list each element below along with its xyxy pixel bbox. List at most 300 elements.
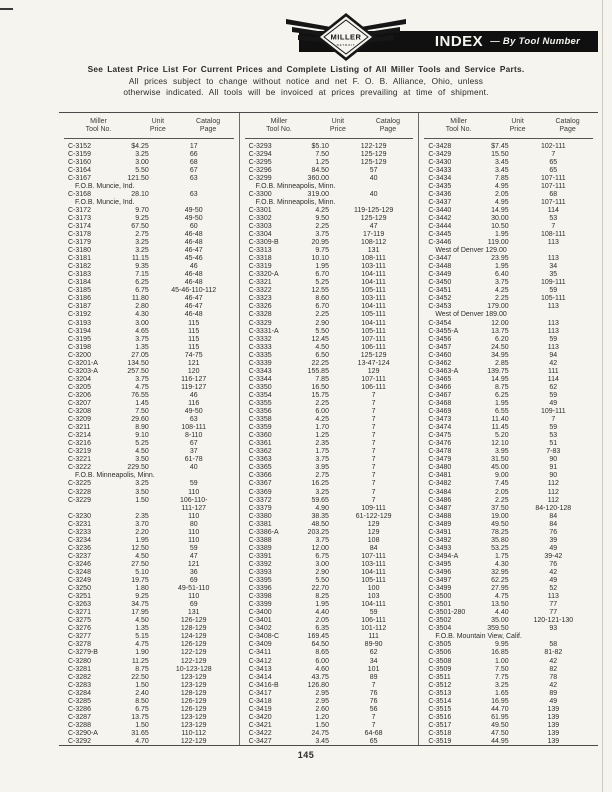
catalog-page-cell: 105-111: [361, 327, 386, 335]
table-row: [419, 239, 598, 247]
catalog-page-cell: 101: [367, 665, 380, 673]
unit-price-cell: 9.95: [495, 641, 509, 649]
tool-number-cell: C-3367: [248, 480, 272, 488]
tool-number-cell: C-3369: [248, 488, 272, 496]
tool-number-cell: C-3489: [428, 520, 452, 528]
catalog-page-cell: 84: [369, 544, 378, 552]
table-row: [419, 295, 598, 303]
unit-price-cell: 3.75: [135, 335, 149, 343]
unit-price-cell: 5.20: [495, 432, 509, 440]
catalog-page-cell: 49: [549, 697, 558, 705]
tool-number-cell: C-3486: [428, 496, 452, 504]
catalog-page-cell: 34: [549, 263, 558, 271]
table-column-2: [239, 113, 419, 745]
table-row: [419, 223, 598, 231]
catalog-page-cell: 7: [371, 456, 376, 464]
tool-number-cell: C-3396: [248, 585, 272, 593]
unit-price-cell: 2.75: [315, 472, 329, 480]
fob-note: F.O.B. Minneapolis, Minn.: [255, 198, 336, 206]
unit-price-cell: 11.40: [491, 416, 509, 424]
unit-price-cell: 1.95: [315, 601, 329, 609]
table-row: [59, 722, 239, 730]
catalog-page-cell: 46-47: [184, 295, 203, 303]
tool-number-cell: C-3499: [428, 585, 452, 593]
tool-number-cell: C-3183: [68, 271, 91, 279]
table-row: [59, 569, 239, 577]
table-row: [59, 247, 239, 255]
tool-number-cell: C-3433: [428, 166, 452, 174]
table-row: [240, 279, 419, 287]
header-catalog: Catalog: [555, 118, 580, 125]
tool-number-cell: C-3435: [428, 182, 452, 190]
table-row: [240, 311, 419, 319]
unit-price-cell: 8.75: [495, 383, 509, 391]
catalog-page-cell: 107-111: [361, 335, 386, 343]
unit-price-cell: $7.45: [491, 142, 509, 150]
tool-number-cell: C-3225: [68, 480, 91, 488]
page-number: 145: [297, 750, 315, 760]
tool-number-cell: C-3168: [68, 190, 91, 198]
table-row: [240, 529, 419, 537]
catalog-page-cell: 105-111: [540, 295, 566, 303]
table-row: [240, 497, 419, 505]
catalog-page-cell: 7: [371, 391, 376, 399]
unit-price-cell: 3.75: [495, 279, 509, 287]
catalog-page-cell: 123-129: [180, 681, 207, 689]
table-row: [59, 328, 239, 336]
table-row: [419, 432, 598, 440]
tool-number-cell: C-3296: [248, 166, 272, 174]
tool-number-cell: C-3221: [68, 456, 91, 464]
catalog-page-cell: 110: [188, 593, 200, 601]
unit-price-cell: 10.50: [491, 222, 509, 230]
catalog-page-cell: 126-129: [180, 705, 207, 713]
catalog-page-cell: 109-111: [540, 279, 566, 287]
unit-price-cell: 6.70: [315, 303, 329, 311]
tool-number-cell: C-3462: [428, 359, 452, 367]
unit-price-cell: 2.85: [495, 359, 509, 367]
catalog-page-cell: 7: [371, 713, 376, 721]
tool-number-cell: C-3276: [68, 625, 91, 633]
unit-price-cell: 4.50: [135, 552, 149, 560]
tool-number-cell: C-3164: [68, 166, 91, 174]
table-row: [240, 255, 419, 263]
unit-price-cell: 9.50: [315, 214, 329, 222]
tool-number-cell: C-3205: [68, 383, 91, 391]
tool-number-cell: C-3281: [68, 665, 91, 673]
tool-number-cell: C-3216: [68, 440, 91, 448]
tool-number-cell: C-3496: [428, 568, 452, 576]
table-row: [59, 497, 239, 505]
unit-price-cell: 2.05: [315, 617, 329, 625]
catalog-page-cell: 59: [549, 424, 558, 432]
catalog-page-cell: 63: [189, 416, 198, 424]
table-row: [419, 682, 598, 690]
catalog-page-cell: 128-129: [180, 689, 207, 697]
unit-price-cell: 4.75: [135, 383, 149, 391]
table-row: [59, 392, 239, 400]
tool-number-cell: C-3172: [68, 206, 91, 214]
tool-number-cell: C-3248: [68, 568, 91, 576]
tool-number-cell: C-3502: [428, 617, 452, 625]
unit-price-cell: 9.35: [135, 263, 149, 271]
table-row: [59, 448, 239, 456]
rows-column-3: [419, 139, 598, 746]
unit-price-cell: 5.10: [135, 568, 149, 576]
catalog-page-cell: 125-129: [360, 158, 387, 166]
tool-number-cell: C-3174: [68, 222, 91, 230]
tool-number-cell: C-3304: [248, 231, 272, 239]
tool-number-cell: C-3284: [68, 689, 91, 697]
unit-price-cell: 17.95: [131, 609, 149, 617]
catalog-page-cell: 124-129: [180, 633, 207, 641]
unit-price-cell: 2.60: [315, 705, 329, 713]
table-row: [59, 255, 239, 263]
tool-number-cell: C-3421: [248, 721, 272, 729]
tool-number-cell: C-3501-280: [428, 609, 466, 617]
tool-number-cell: C-3320-A: [248, 271, 279, 279]
catalog-page-cell: 80: [189, 520, 198, 528]
table-row: [419, 706, 598, 714]
tool-number-cell: C-3436: [428, 190, 452, 198]
tool-number-cell: C-3366: [248, 472, 272, 480]
unit-price-cell: 6.75: [315, 552, 329, 560]
tool-number-cell: C-3292: [68, 737, 91, 745]
tool-number-cell: C-3295: [248, 158, 272, 166]
table-row: [59, 231, 239, 239]
catalog-page-cell: 84-120-128: [535, 504, 572, 512]
tool-number-cell: C-3152: [68, 142, 91, 150]
catalog-page-cell: 90: [549, 472, 558, 480]
unit-price-cell: 16.85: [491, 649, 509, 657]
catalog-page-cell: 107-111: [540, 182, 566, 190]
tool-number-cell: C-3386-A: [248, 528, 279, 536]
unit-price-cell: 2.40: [135, 689, 149, 697]
catalog-page-cell: 106-111: [361, 383, 386, 391]
unit-price-cell: 9.70: [135, 206, 149, 214]
tool-number-cell: C-3331-A: [248, 327, 279, 335]
fob-note: F.O.B. Minneapolis, Minn.: [255, 182, 336, 190]
catalog-page-cell: 94: [549, 351, 558, 359]
unit-price-cell: 3.45: [495, 166, 509, 174]
unit-price-cell: 78.25: [491, 528, 509, 536]
header-tool-no: Tool No.: [266, 126, 292, 133]
tool-number-cell: C-3488: [428, 512, 452, 520]
unit-price-cell: 34.75: [131, 601, 149, 609]
unit-price-cell: 9.25: [135, 593, 149, 601]
catalog-page-cell: 7: [551, 222, 556, 230]
table-row: [419, 561, 598, 569]
catalog-page-cell: 125-129: [360, 351, 387, 359]
tool-number-cell: C-3201-A: [68, 359, 98, 367]
table-row: [59, 143, 239, 151]
unit-price-cell: 4.65: [135, 327, 149, 335]
unit-price-cell: 13.75: [131, 713, 149, 721]
unit-price-cell: 6.55: [495, 408, 509, 416]
tool-number-cell: C-3301: [248, 206, 272, 214]
table-row: [59, 561, 239, 569]
rows-column-1: [59, 139, 239, 746]
catalog-page-cell: 42: [549, 568, 558, 576]
table-row: [240, 151, 419, 159]
unit-price-cell: 8.60: [315, 295, 329, 303]
table-row: [240, 738, 419, 746]
table-row: [419, 666, 598, 674]
table-row: [59, 601, 239, 609]
masthead: [0, 0, 612, 62]
tool-number-cell: C-3181: [68, 255, 91, 263]
catalog-page-cell: 74-75: [184, 351, 203, 359]
tool-number-cell: C-3186: [68, 295, 91, 303]
unit-price-cell: 6.50: [315, 351, 329, 359]
tool-number-cell: C-3271: [68, 609, 91, 617]
table-row: [419, 456, 598, 464]
table-row: [59, 167, 239, 175]
table-row: [59, 175, 239, 183]
catalog-page-cell: 69: [189, 577, 198, 585]
tool-number-cell: C-3206: [68, 391, 91, 399]
table-row: [419, 738, 598, 746]
unit-price-cell: 3.50: [135, 456, 149, 464]
table-row: [419, 497, 598, 505]
catalog-page-cell: 107-111: [540, 174, 566, 182]
unit-price-cell: 32.95: [491, 568, 509, 576]
catalog-page-cell: 42: [549, 681, 558, 689]
unit-price-cell: 24.50: [491, 343, 509, 351]
table-row: [59, 344, 239, 352]
table-row: [59, 295, 239, 303]
table-row: [240, 577, 419, 585]
unit-price-cell: 1.00: [495, 657, 509, 665]
unit-price-cell: 24.75: [311, 729, 329, 737]
unit-price-cell: 9.75: [315, 247, 329, 255]
unit-price-cell: 59.65: [311, 496, 329, 504]
table-row: [59, 649, 239, 657]
unit-price-cell: 1.95: [495, 400, 509, 407]
unit-price-cell: 11.45: [491, 424, 509, 432]
unit-price-cell: 1.25: [315, 432, 329, 440]
catalog-page-cell: 122-129: [180, 649, 207, 657]
catalog-page-cell: 58: [549, 641, 558, 649]
catalog-page-cell: 7: [371, 472, 376, 480]
catalog-page-cell: 122-129: [180, 657, 207, 665]
tool-number-cell: C-3451: [428, 287, 452, 295]
unit-price-cell: 2.05: [495, 190, 509, 198]
catalog-page-cell: 7: [371, 681, 376, 689]
unit-price-cell: 203.25: [307, 528, 329, 536]
catalog-page-cell: 103-111: [361, 263, 386, 271]
table-row: [240, 722, 419, 730]
catalog-page-cell: 110-112: [181, 729, 207, 737]
table-row: [240, 561, 419, 569]
table-row: [59, 416, 239, 424]
unit-price-cell: 45.00: [491, 464, 509, 472]
unit-price-cell: 1.50: [135, 681, 149, 689]
catalog-page-cell: 102-111: [540, 142, 566, 150]
tool-number-cell: C-3360: [248, 432, 272, 440]
catalog-page-cell: 47: [189, 552, 198, 560]
table-row: [240, 223, 419, 231]
table-row: [59, 464, 239, 472]
tool-number-cell: C-3480: [428, 464, 452, 472]
tool-number-cell: C-3359: [248, 424, 272, 432]
catalog-page-cell: 53: [549, 214, 558, 222]
catalog-page-cell: 46: [189, 391, 198, 399]
unit-price-cell: 64.50: [311, 641, 329, 649]
intro-line-2: All prices subject to change without notice and net F. O. B. Alliance, Ohio, unless: [128, 75, 484, 86]
catalog-page-cell: 77: [549, 601, 558, 609]
table-row: [240, 352, 419, 360]
table-row: [419, 448, 598, 456]
table-row: [240, 513, 419, 521]
tool-number-cell: C-3393: [248, 568, 272, 576]
tool-number-cell: C-3339: [248, 359, 272, 367]
tool-number-cell: C-3475: [428, 432, 452, 440]
tool-number-cell: C-3518: [428, 729, 452, 737]
unit-price-cell: 9.25: [135, 214, 149, 222]
table-row: [240, 328, 419, 336]
catalog-page-cell: 67: [189, 440, 198, 448]
tool-number-cell: C-3491: [428, 528, 452, 536]
catalog-page-cell: 89: [549, 689, 558, 697]
table-row: [240, 159, 419, 167]
header-catalog: Catalog: [375, 118, 400, 125]
unit-price-cell: 5.25: [135, 440, 149, 448]
table-row: [240, 408, 419, 416]
table-row: [240, 690, 419, 698]
catalog-page-cell: 59: [549, 287, 558, 295]
tool-number-cell: C-3200: [68, 351, 91, 359]
fob-note: F.O.B. Muncie, Ind.: [75, 198, 135, 206]
tool-number-cell: C-3482: [428, 480, 452, 488]
tool-number-cell: C-3428: [428, 142, 452, 150]
tool-number-cell: C-3467: [428, 391, 452, 399]
tool-number-cell: C-3180: [68, 247, 91, 255]
table-row: [419, 231, 598, 239]
header-tool: Miller: [90, 118, 107, 125]
table-row: [240, 658, 419, 666]
unit-price-cell: 3.25: [135, 247, 149, 255]
table-row: [419, 521, 598, 529]
table-row: [59, 287, 239, 295]
catalog-page-cell: 111: [368, 633, 379, 641]
tool-number-cell: C-3445: [428, 231, 452, 239]
table-row: [419, 569, 598, 577]
table-row: [59, 625, 239, 633]
tool-number-cell: C-3251: [68, 593, 91, 601]
unit-price-cell: 4.30: [495, 560, 509, 568]
tool-number-cell: C-3329: [248, 319, 272, 327]
catalog-page-cell: 68: [549, 190, 558, 198]
table-row: [419, 376, 598, 384]
table-row: [240, 472, 419, 480]
table-row: [59, 408, 239, 416]
catalog-page-cell: 7: [371, 496, 376, 504]
table-row: [59, 271, 239, 279]
unit-price-cell: 44.70: [491, 705, 509, 713]
table-row: [419, 472, 598, 480]
catalog-page-cell: 113: [547, 593, 559, 601]
table-row: [419, 480, 598, 488]
table-row: [240, 376, 419, 384]
table-row: [59, 617, 239, 625]
table-row: [59, 585, 239, 593]
tool-number-cell: C-3465: [428, 375, 452, 383]
tool-number-cell: C-3309-B: [248, 239, 279, 247]
catalog-page-cell: 139: [547, 721, 560, 729]
rows-column-2: [240, 139, 419, 746]
catalog-page-cell: 64-68: [364, 729, 383, 737]
table-row: [419, 287, 598, 295]
tool-number-cell: C-3454: [428, 319, 452, 327]
catalog-page-cell: 7: [371, 488, 376, 496]
table-row: [419, 151, 598, 159]
tool-number-cell: C-3277: [68, 633, 91, 641]
unit-price-cell: 37.50: [491, 504, 509, 512]
catalog-page-cell: 126-129: [180, 617, 207, 625]
unit-price-cell: 119.00: [487, 239, 509, 247]
table-row: [419, 529, 598, 537]
unit-price-cell: 2.95: [315, 689, 329, 697]
unit-price-cell: 15.75: [311, 391, 329, 399]
unit-price-cell: 2.25: [495, 295, 509, 303]
unit-price-cell: 6.35: [315, 625, 329, 633]
tool-number-cell: C-3481: [428, 472, 452, 480]
catalog-page-cell: 108-111: [540, 231, 566, 239]
catalog-page-cell: 110: [188, 536, 200, 544]
unit-price-cell: 3.95: [315, 464, 329, 472]
table-row: [240, 448, 419, 456]
table-row: [59, 553, 239, 561]
unit-price-cell: 1.75: [315, 448, 329, 456]
catalog-page-cell: 113: [547, 319, 559, 327]
table-row: [240, 303, 419, 311]
catalog-page-cell: 84: [549, 520, 558, 528]
table-row: [59, 738, 239, 746]
table-row: [419, 408, 598, 416]
table-row: [419, 143, 598, 151]
table-row: [240, 649, 419, 657]
table-row: [240, 143, 419, 151]
unit-price-cell: 1.95: [315, 263, 329, 271]
tool-number-cell: C-3495: [428, 560, 452, 568]
catalog-page-cell: 115: [188, 327, 200, 335]
unit-price-cell: 6.00: [315, 408, 329, 416]
table-row: [59, 191, 239, 199]
tool-number-cell: C-3182: [68, 263, 91, 271]
table-row: [240, 698, 419, 706]
tool-number-cell: C-3515: [428, 705, 452, 713]
empty-cell: [116, 505, 148, 513]
tool-number-cell: C-3398: [248, 593, 272, 601]
table-row: [240, 440, 419, 448]
catalog-page-cell: 110: [188, 512, 200, 520]
catalog-page-cell: 46-48: [184, 231, 203, 239]
tool-number-cell: C-3463-A: [428, 367, 459, 375]
tool-number-cell: C-3392: [248, 560, 272, 568]
table-row: [419, 698, 598, 706]
table-row: [240, 537, 419, 545]
catalog-page-cell: 7: [371, 440, 376, 448]
catalog-page-cell: 84: [549, 512, 558, 520]
unit-price-cell: 8.65: [315, 649, 329, 657]
table-row: [240, 682, 419, 690]
table-row: [59, 714, 239, 722]
catalog-page-cell: 112: [547, 488, 559, 496]
catalog-page-cell: 111: [547, 367, 559, 375]
table-row: [240, 416, 419, 424]
unit-price-cell: 7.85: [495, 174, 509, 182]
